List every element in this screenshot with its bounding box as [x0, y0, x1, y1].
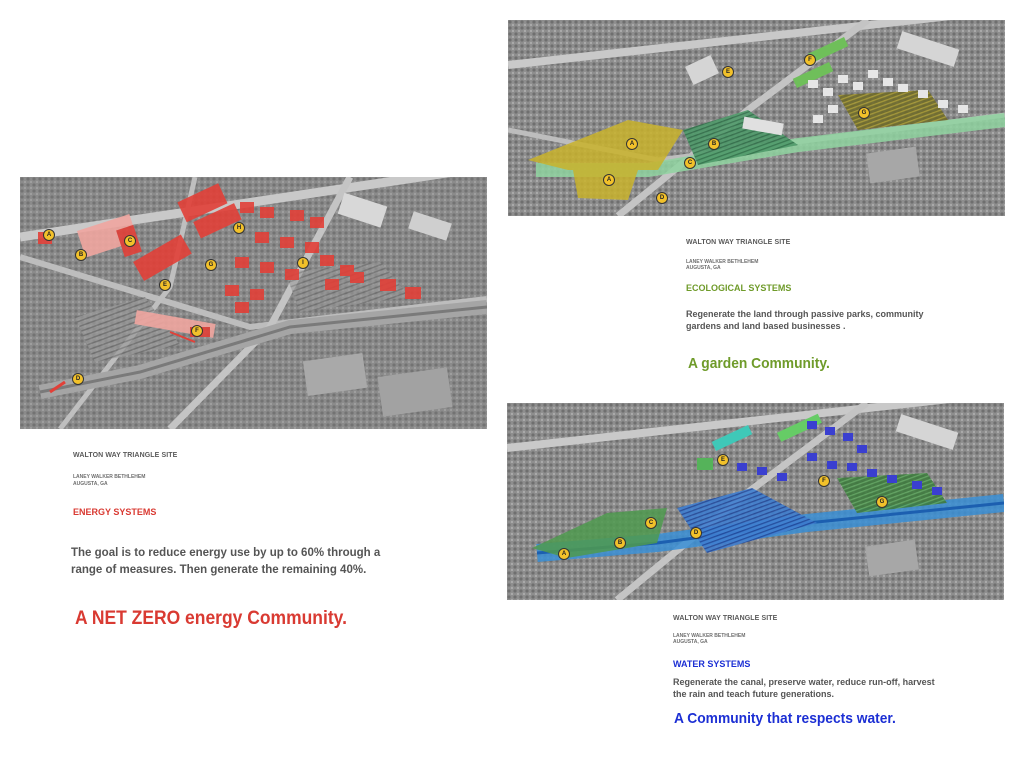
- map-marker: E: [722, 66, 734, 78]
- water-description-line2: the rain and teach future generations.: [673, 689, 835, 699]
- map-marker: A: [43, 229, 55, 241]
- ecological-location-line1: LANEY WALKER BETHLEHEM: [686, 259, 759, 265]
- water-aerial-map: [507, 403, 1004, 600]
- map-marker: I: [297, 257, 309, 269]
- energy-location-line2: AUGUSTA, GA: [73, 481, 108, 487]
- map-marker: C: [645, 517, 657, 529]
- map-marker: C: [124, 235, 136, 247]
- ecological-description-line2: gardens and land based businesses .: [686, 321, 846, 331]
- map-marker: B: [614, 537, 626, 549]
- ecological-system-heading: ECOLOGICAL SYSTEMS: [686, 283, 792, 293]
- water-tagline: A Community that respects water.: [674, 710, 896, 727]
- map-marker: G: [205, 259, 217, 271]
- map-marker: D: [72, 373, 84, 385]
- map-marker: A: [626, 138, 638, 150]
- ecological-location-line2: AUGUSTA, GA: [686, 265, 721, 271]
- map-marker: B: [75, 249, 87, 261]
- map-marker: F: [191, 325, 203, 337]
- map-marker: G: [858, 107, 870, 119]
- ecological-aerial-map: [508, 20, 1005, 216]
- energy-site-title: WALTON WAY TRIANGLE SITE: [73, 452, 178, 459]
- energy-system-heading: ENERGY SYSTEMS: [73, 507, 157, 517]
- energy-tagline: A NET ZERO energy Community.: [75, 608, 347, 629]
- map-marker: D: [656, 192, 668, 204]
- ecological-tagline: A garden Community.: [688, 355, 830, 372]
- ecological-description-line1: Regenerate the land through passive parks, community: [686, 309, 924, 319]
- energy-location-line1: LANEY WALKER BETHLEHEM: [73, 474, 146, 480]
- map-marker: H: [233, 222, 245, 234]
- energy-description-line1: The goal is to reduce energy use by up to 60% through a: [71, 547, 381, 559]
- map-marker: F: [818, 475, 830, 487]
- water-location-line2: AUGUSTA, GA: [673, 639, 708, 645]
- map-marker: D: [690, 527, 702, 539]
- energy-description-line2: range of measures. Then generate the remaining 40%.: [71, 564, 367, 576]
- ecological-site-title: WALTON WAY TRIANGLE SITE: [686, 239, 791, 246]
- map-marker: B: [708, 138, 720, 150]
- map-marker: E: [159, 279, 171, 291]
- map-marker: A: [603, 174, 615, 186]
- map-marker: A: [558, 548, 570, 560]
- water-description-line1: Regenerate the canal, preserve water, reduce run-off, harvest: [673, 677, 935, 687]
- water-location-line1: LANEY WALKER BETHLEHEM: [673, 633, 746, 639]
- map-marker: F: [804, 54, 816, 66]
- water-system-heading: WATER SYSTEMS: [673, 659, 751, 669]
- map-marker: G: [876, 496, 888, 508]
- map-marker: E: [717, 454, 729, 466]
- map-marker: C: [684, 157, 696, 169]
- water-site-title: WALTON WAY TRIANGLE SITE: [673, 615, 778, 622]
- energy-aerial-map: [20, 177, 487, 429]
